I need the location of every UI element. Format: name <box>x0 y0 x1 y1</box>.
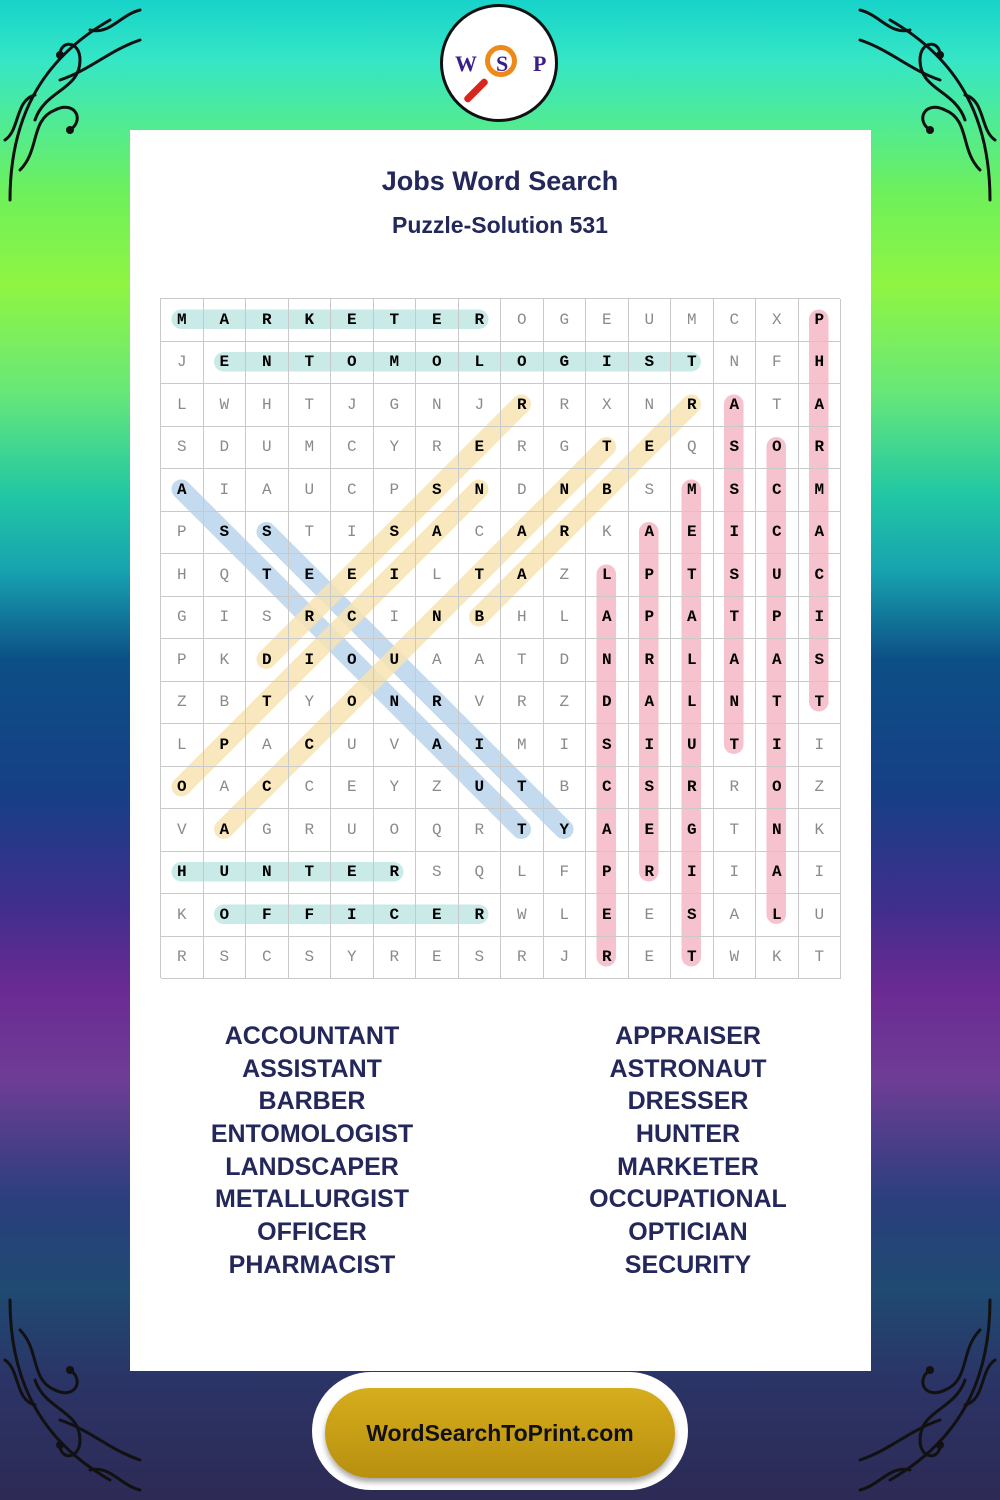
grid-cell: U <box>246 427 289 470</box>
grid-cell: Q <box>416 809 459 852</box>
grid-cell: V <box>374 724 417 767</box>
grid-cell: R <box>544 512 587 555</box>
grid-cell: R <box>374 937 417 980</box>
word-list-right-column <box>498 1020 878 1282</box>
grid-cell: C <box>756 512 799 555</box>
grid-cell: A <box>501 512 544 555</box>
grid-cell: E <box>629 894 672 937</box>
grid-cell: M <box>671 469 714 512</box>
grid-cell: L <box>501 852 544 895</box>
word-list-item: PHARMACIST <box>228 1250 396 1279</box>
grid-cell: Q <box>204 554 247 597</box>
grid-cell: T <box>714 724 757 767</box>
grid-cell: A <box>246 469 289 512</box>
grid-cell: P <box>756 597 799 640</box>
word-list-item: OCCUPATIONAL <box>589 1185 787 1214</box>
grid-cell: I <box>756 724 799 767</box>
grid-cell: I <box>204 597 247 640</box>
grid-cell: P <box>374 469 417 512</box>
grid-cell: T <box>246 682 289 725</box>
grid-cell: R <box>459 809 502 852</box>
grid-cell: F <box>544 852 587 895</box>
grid-cell: E <box>629 809 672 852</box>
grid-cell: Y <box>544 809 587 852</box>
grid-cell: Q <box>671 427 714 470</box>
grid-cell: L <box>161 724 204 767</box>
grid-cell: F <box>756 342 799 385</box>
grid-cell: S <box>416 852 459 895</box>
grid-cell: I <box>799 852 842 895</box>
grid-cell: V <box>459 682 502 725</box>
grid-cell: I <box>586 342 629 385</box>
grid-cell: E <box>416 894 459 937</box>
grid-cell: N <box>246 852 289 895</box>
grid-cell: S <box>714 469 757 512</box>
grid-cell: R <box>374 852 417 895</box>
grid-cell: O <box>416 342 459 385</box>
grid-cell: R <box>671 767 714 810</box>
grid-cell: S <box>714 554 757 597</box>
grid-cell: A <box>246 724 289 767</box>
grid-cell: H <box>501 597 544 640</box>
grid-cell: O <box>756 767 799 810</box>
grid-cell: R <box>416 682 459 725</box>
grid-cell: Q <box>459 852 502 895</box>
grid-cell: Z <box>416 767 459 810</box>
grid-cell: E <box>629 937 672 980</box>
grid-cell: L <box>161 384 204 427</box>
grid-cell: T <box>289 342 332 385</box>
grid-cell: S <box>714 427 757 470</box>
grid-cell: E <box>331 767 374 810</box>
word-list-item: SECURITY <box>624 1250 752 1279</box>
grid-cell: A <box>714 384 757 427</box>
grid-cell: A <box>756 639 799 682</box>
grid-cell: C <box>756 469 799 512</box>
grid-cell: T <box>289 384 332 427</box>
grid-cell: K <box>799 809 842 852</box>
grid-cell: C <box>331 427 374 470</box>
grid-cell: A <box>416 512 459 555</box>
grid-cell: A <box>629 682 672 725</box>
grid-cell: I <box>799 597 842 640</box>
grid-cell: T <box>501 767 544 810</box>
word-list-item: BARBER <box>258 1087 366 1116</box>
grid-cell: L <box>586 554 629 597</box>
grid-cell: O <box>501 299 544 342</box>
grid-cell: I <box>374 597 417 640</box>
grid-cell: S <box>204 512 247 555</box>
grid-cell: G <box>671 809 714 852</box>
grid-cell: A <box>799 512 842 555</box>
grid-cell: J <box>161 342 204 385</box>
grid-cell: L <box>416 554 459 597</box>
grid-cell: M <box>289 427 332 470</box>
grid-cell: E <box>416 937 459 980</box>
grid-cell: S <box>161 427 204 470</box>
grid-cell: A <box>671 597 714 640</box>
grid-cell: I <box>544 724 587 767</box>
grid-cell: R <box>629 639 672 682</box>
grid-cell: A <box>799 384 842 427</box>
grid-cell: N <box>714 342 757 385</box>
grid-cell: N <box>246 342 289 385</box>
grid-cell: M <box>799 469 842 512</box>
grid-cell: G <box>161 597 204 640</box>
grid-cell: B <box>544 767 587 810</box>
grid-cell: G <box>374 384 417 427</box>
grid-cell: C <box>586 767 629 810</box>
grid-cell: I <box>459 724 502 767</box>
grid-cell: F <box>289 894 332 937</box>
grid-cell: R <box>714 767 757 810</box>
grid-cell: S <box>204 937 247 980</box>
grid-cell: S <box>671 894 714 937</box>
grid-cell: N <box>586 639 629 682</box>
grid-cell: H <box>161 554 204 597</box>
grid-cell: S <box>629 767 672 810</box>
grid-cell: K <box>204 639 247 682</box>
grid-cell: O <box>756 427 799 470</box>
logo-letter-w: W <box>455 51 477 76</box>
grid-cell: U <box>204 852 247 895</box>
grid-cell: O <box>331 682 374 725</box>
grid-cell: I <box>331 894 374 937</box>
grid-cell: M <box>501 724 544 767</box>
grid-cell: O <box>501 342 544 385</box>
word-list-item: MARKETER <box>617 1152 759 1181</box>
grid-cell: L <box>544 894 587 937</box>
grid-cell: S <box>629 469 672 512</box>
grid-cell: U <box>331 724 374 767</box>
grid-cell: H <box>161 852 204 895</box>
grid-cell: N <box>416 384 459 427</box>
grid-cell: N <box>544 469 587 512</box>
grid-cell: T <box>756 384 799 427</box>
grid-cell: C <box>289 724 332 767</box>
grid-cell: G <box>246 809 289 852</box>
grid-cell: A <box>714 894 757 937</box>
grid-cell: R <box>544 384 587 427</box>
grid-cell: A <box>204 299 247 342</box>
grid-cell: R <box>501 427 544 470</box>
grid-cell: Z <box>544 554 587 597</box>
grid-cell: P <box>161 512 204 555</box>
grid-cell: U <box>756 554 799 597</box>
grid-cell: I <box>629 724 672 767</box>
grid-cell: N <box>374 682 417 725</box>
grid-cell: U <box>331 809 374 852</box>
grid-cell: G <box>544 299 587 342</box>
grid-cell: U <box>459 767 502 810</box>
grid-cell: T <box>459 554 502 597</box>
grid-cell: D <box>246 639 289 682</box>
grid-cell: E <box>629 427 672 470</box>
grid-cell: O <box>374 809 417 852</box>
grid-cell: J <box>544 937 587 980</box>
grid-cell: I <box>799 724 842 767</box>
grid-cell: O <box>204 894 247 937</box>
grid-cell: P <box>629 597 672 640</box>
grid-cell: N <box>756 809 799 852</box>
grid-cell: Y <box>289 682 332 725</box>
word-list-item: ASSISTANT <box>242 1054 382 1083</box>
grid-cell: I <box>374 554 417 597</box>
grid-cell: Z <box>544 682 587 725</box>
grid-cell: T <box>501 639 544 682</box>
grid-cell: D <box>544 639 587 682</box>
grid-cell: U <box>629 299 672 342</box>
grid-cell: T <box>799 937 842 980</box>
grid-cell: C <box>714 299 757 342</box>
grid-cell: G <box>544 427 587 470</box>
grid-cell: N <box>629 384 672 427</box>
grid-cell: S <box>246 597 289 640</box>
grid-cell: E <box>416 299 459 342</box>
grid-cell: X <box>586 384 629 427</box>
grid-cell: I <box>671 852 714 895</box>
grid-cell: R <box>289 809 332 852</box>
grid-cell: G <box>544 342 587 385</box>
grid-cell: C <box>246 937 289 980</box>
grid-cell: S <box>246 512 289 555</box>
grid-cell: R <box>586 937 629 980</box>
grid-cell: D <box>204 427 247 470</box>
grid-cell: E <box>289 554 332 597</box>
grid-cell: E <box>204 342 247 385</box>
grid-cell: S <box>799 639 842 682</box>
word-list-item: METALLURGIST <box>215 1185 409 1214</box>
grid-cell: M <box>671 299 714 342</box>
word-list-item: HUNTER <box>635 1120 741 1149</box>
grid-cell: T <box>246 554 289 597</box>
site-logo[interactable] <box>440 4 558 122</box>
grid-cell: W <box>204 384 247 427</box>
grid-cell: C <box>289 767 332 810</box>
grid-cell: T <box>671 937 714 980</box>
grid-cell: N <box>714 682 757 725</box>
grid-cell: R <box>501 682 544 725</box>
grid-cell: T <box>714 809 757 852</box>
grid-cell: W <box>501 894 544 937</box>
grid-cell: I <box>289 639 332 682</box>
grid-cell: A <box>204 767 247 810</box>
grid-cell: Z <box>799 767 842 810</box>
word-list-item: ASTRONAUT <box>609 1054 767 1083</box>
word-list-left-column <box>122 1020 502 1282</box>
grid-cell: T <box>756 682 799 725</box>
site-link-button[interactable]: WordSearchToPrint.com <box>325 1388 675 1478</box>
word-search-grid <box>160 298 840 978</box>
word-list-item: ENTOMOLOGIST <box>210 1120 414 1149</box>
grid-cell: O <box>331 639 374 682</box>
word-list-item: OFFICER <box>257 1218 367 1247</box>
grid-cell: T <box>671 342 714 385</box>
grid-cell: T <box>714 597 757 640</box>
page-title: Jobs Word Search <box>381 166 619 196</box>
grid-cell: R <box>161 937 204 980</box>
grid-cell: T <box>289 512 332 555</box>
magnifier-handle <box>463 77 489 103</box>
grid-cell: S <box>629 342 672 385</box>
grid-cell: R <box>289 597 332 640</box>
grid-cell: T <box>799 682 842 725</box>
grid-cell: H <box>246 384 289 427</box>
grid-cell: J <box>459 384 502 427</box>
logo-letter-s: S <box>496 51 509 76</box>
corner-ornament-icon <box>850 1280 1000 1500</box>
grid-cell: O <box>331 342 374 385</box>
grid-cell: A <box>204 809 247 852</box>
grid-cell: R <box>671 384 714 427</box>
grid-cell: E <box>331 299 374 342</box>
grid-cell: N <box>459 469 502 512</box>
grid-cell: S <box>459 937 502 980</box>
grid-cell: N <box>416 597 459 640</box>
grid-cell: I <box>714 512 757 555</box>
grid-cell: T <box>586 427 629 470</box>
grid-cell: R <box>459 894 502 937</box>
grid-cell: Y <box>331 937 374 980</box>
page-subtitle: Puzzle-Solution 531 <box>392 212 608 238</box>
grid-cell: A <box>459 639 502 682</box>
grid-cell: A <box>416 724 459 767</box>
word-list-item: DRESSER <box>627 1087 749 1116</box>
grid-cell: U <box>374 639 417 682</box>
grid-cell: L <box>459 342 502 385</box>
grid-cell: R <box>501 937 544 980</box>
grid-cell: M <box>374 342 417 385</box>
grid-cell: A <box>629 512 672 555</box>
grid-cell: R <box>501 384 544 427</box>
grid-cell: C <box>331 469 374 512</box>
word-list-item: LANDSCAPER <box>225 1152 399 1181</box>
grid-cell: C <box>799 554 842 597</box>
grid-cell: J <box>331 384 374 427</box>
grid-cell: C <box>459 512 502 555</box>
grid-cell: O <box>161 767 204 810</box>
grid-cell: B <box>459 597 502 640</box>
grid-cell: X <box>756 299 799 342</box>
grid-cell: C <box>246 767 289 810</box>
grid-cell: K <box>586 512 629 555</box>
grid-cell: Y <box>374 427 417 470</box>
grid-cell: A <box>586 597 629 640</box>
grid-cell: P <box>161 639 204 682</box>
grid-cell: H <box>799 342 842 385</box>
word-list-item: ACCOUNTANT <box>224 1022 400 1050</box>
grid-cell: W <box>714 937 757 980</box>
grid-cell: E <box>331 554 374 597</box>
grid-cell: P <box>204 724 247 767</box>
grid-cell: T <box>501 809 544 852</box>
grid-cell: S <box>586 724 629 767</box>
grid-cell: V <box>161 809 204 852</box>
grid-cell: R <box>246 299 289 342</box>
grid-cell: E <box>331 852 374 895</box>
grid-cell: U <box>289 469 332 512</box>
grid-cell: A <box>501 554 544 597</box>
grid-cell: B <box>586 469 629 512</box>
grid-cell: I <box>204 469 247 512</box>
grid-cell: L <box>671 682 714 725</box>
grid-cells <box>160 298 840 978</box>
grid-cell: S <box>416 469 459 512</box>
grid-cell: P <box>629 554 672 597</box>
grid-cell: T <box>289 852 332 895</box>
grid-cell: U <box>671 724 714 767</box>
grid-cell: A <box>586 809 629 852</box>
grid-cell: C <box>331 597 374 640</box>
grid-cell: R <box>799 427 842 470</box>
word-list-item: APPRAISER <box>615 1022 761 1050</box>
grid-cell: A <box>161 469 204 512</box>
grid-cell: S <box>374 512 417 555</box>
grid-cell: E <box>586 894 629 937</box>
grid-cell: T <box>671 554 714 597</box>
grid-cell: L <box>671 639 714 682</box>
grid-cell: M <box>161 299 204 342</box>
grid-cell: U <box>799 894 842 937</box>
grid-cell: K <box>756 937 799 980</box>
grid-cell: R <box>459 299 502 342</box>
grid-cell: K <box>161 894 204 937</box>
grid-cell: E <box>459 427 502 470</box>
grid-cell: I <box>331 512 374 555</box>
grid-cell: L <box>756 894 799 937</box>
grid-cell: Z <box>161 682 204 725</box>
grid-cell: B <box>204 682 247 725</box>
grid-cell: L <box>544 597 587 640</box>
grid-cell: E <box>671 512 714 555</box>
grid-cell: A <box>714 639 757 682</box>
grid-cell: C <box>374 894 417 937</box>
logo-letter-p: P <box>533 51 547 76</box>
grid-cell: E <box>586 299 629 342</box>
grid-cell: S <box>289 937 332 980</box>
grid-cell: F <box>246 894 289 937</box>
grid-cell: I <box>714 852 757 895</box>
grid-cell: R <box>629 852 672 895</box>
grid-cell: T <box>374 299 417 342</box>
grid-cell: D <box>586 682 629 725</box>
grid-cell: P <box>799 299 842 342</box>
grid-cell: P <box>586 852 629 895</box>
corner-ornament-icon <box>0 1280 150 1500</box>
grid-cell: A <box>416 639 459 682</box>
grid-cell: K <box>289 299 332 342</box>
word-list-item: OPTICIAN <box>628 1218 748 1247</box>
grid-cell: A <box>756 852 799 895</box>
grid-cell: Y <box>374 767 417 810</box>
grid-cell: R <box>416 427 459 470</box>
grid-cell: D <box>501 469 544 512</box>
